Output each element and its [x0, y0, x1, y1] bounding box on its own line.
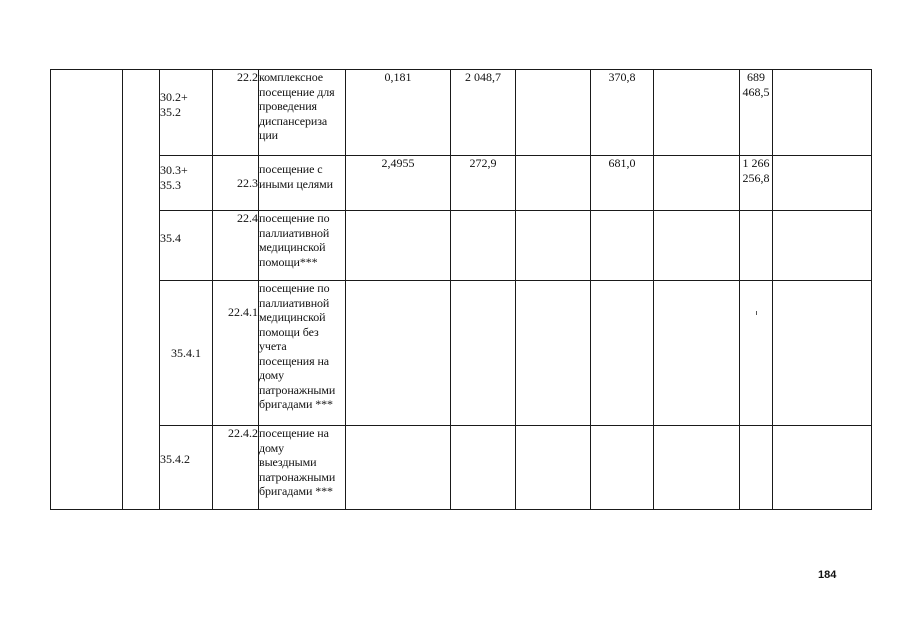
value-cell-4 — [591, 281, 654, 426]
description-cell — [259, 70, 346, 156]
code-b-cell: 22.4 — [213, 211, 259, 281]
description-line: посещение для — [259, 84, 335, 99]
code-b-cell: 22.4.2 — [213, 426, 259, 510]
code-a-line: 35.4 — [160, 231, 181, 245]
table-row — [51, 426, 872, 510]
value-cell-5 — [654, 211, 740, 281]
code-a-cell — [160, 70, 213, 156]
description-cell — [259, 281, 346, 426]
code-a-line: 35.2 — [160, 104, 181, 119]
value-cell-6 — [740, 426, 773, 510]
description-line: выездными — [259, 455, 317, 469]
value-cell-7 — [773, 70, 872, 156]
description-line: посещение по — [259, 281, 330, 295]
value-cell-4 — [591, 211, 654, 281]
description-line: патронажными — [259, 469, 336, 484]
value-cell-2 — [451, 211, 516, 281]
code-b-cell: 22.4.1 — [213, 281, 259, 426]
blank-cell-col1 — [51, 70, 123, 510]
value-cell-4: 370,8 — [591, 70, 654, 156]
value-cell-5 — [654, 281, 740, 426]
code-a-cell — [160, 426, 213, 510]
table-row — [51, 156, 872, 211]
value-cell-1 — [346, 426, 451, 510]
description-line: посещение на — [259, 426, 329, 440]
code-a-line: 30.3+ — [160, 163, 188, 177]
value-cell-2 — [451, 281, 516, 426]
value-cell-3 — [516, 70, 591, 156]
description-line: паллиативной — [259, 225, 330, 240]
page-number: 184 — [818, 569, 837, 581]
value-cell-1 — [346, 211, 451, 281]
value-cell-1 — [346, 281, 451, 426]
description-line: ции — [259, 128, 278, 142]
code-a-line: 35.4.1 — [171, 345, 201, 360]
code-b-cell: 22.2 — [213, 70, 259, 156]
description-cell — [259, 211, 346, 281]
value-cell-7 — [773, 426, 872, 510]
description-line: патронажными — [259, 382, 336, 397]
table-row — [51, 70, 872, 156]
value-cell-6 — [740, 281, 773, 426]
value-cell-3 — [516, 426, 591, 510]
value-cell-5 — [654, 426, 740, 510]
value-cell-7 — [773, 156, 872, 211]
description-line: медицинской — [259, 240, 326, 254]
code-a-cell — [160, 281, 213, 426]
value-cell-6: 1 266 256,8 — [740, 156, 773, 211]
description-line: посещение по — [259, 211, 330, 225]
value-cell-6: 689 468,5 — [740, 70, 773, 156]
description-line: учета — [259, 339, 287, 353]
code-a-line: 35.4.2 — [160, 452, 190, 466]
value-cell-2: 272,9 — [451, 156, 516, 211]
scan-mark — [756, 311, 757, 315]
description-line: посещения на — [259, 353, 329, 368]
value-cell-3 — [516, 156, 591, 211]
description-line: посещение с — [259, 162, 323, 176]
description-line: проведения — [259, 99, 317, 113]
description-line: бригадами *** — [259, 484, 333, 498]
description-line: паллиативной — [259, 295, 330, 310]
code-a-cell — [160, 156, 213, 211]
description-line: дому — [259, 368, 285, 382]
description-line: комплексное — [259, 70, 323, 84]
value-cell-3 — [516, 281, 591, 426]
description-line: диспансериза — [259, 113, 328, 128]
description-line: дому — [259, 440, 285, 455]
blank-cell-col2 — [123, 70, 160, 510]
value-cell-2: 2 048,7 — [451, 70, 516, 156]
value-cell-5 — [654, 156, 740, 211]
value-cell-6 — [740, 211, 773, 281]
value-cell-4 — [591, 426, 654, 510]
description-line: иными целями — [259, 176, 333, 191]
description-cell — [259, 426, 346, 510]
value-cell-4: 681,0 — [591, 156, 654, 211]
value-cell-5 — [654, 70, 740, 156]
description-line: бригадами *** — [259, 397, 333, 411]
code-a-line: 30.2+ — [160, 90, 188, 104]
description-line: медицинской — [259, 310, 326, 324]
description-line: помощи*** — [259, 254, 318, 269]
value-cell-1: 2,4955 — [346, 156, 451, 211]
value-cell-7 — [773, 211, 872, 281]
value-cell-2 — [451, 426, 516, 510]
value-cell-1: 0,181 — [346, 70, 451, 156]
description-cell — [259, 156, 346, 211]
value-cell-3 — [516, 211, 591, 281]
code-a-line: 35.3 — [160, 177, 181, 192]
code-a-cell — [160, 211, 213, 281]
data-table — [50, 69, 872, 510]
code-b-cell: 22.3 — [213, 156, 259, 211]
description-line: помощи без — [259, 324, 319, 339]
value-cell-7 — [773, 281, 872, 426]
table-row — [51, 211, 872, 281]
table-row — [51, 281, 872, 426]
